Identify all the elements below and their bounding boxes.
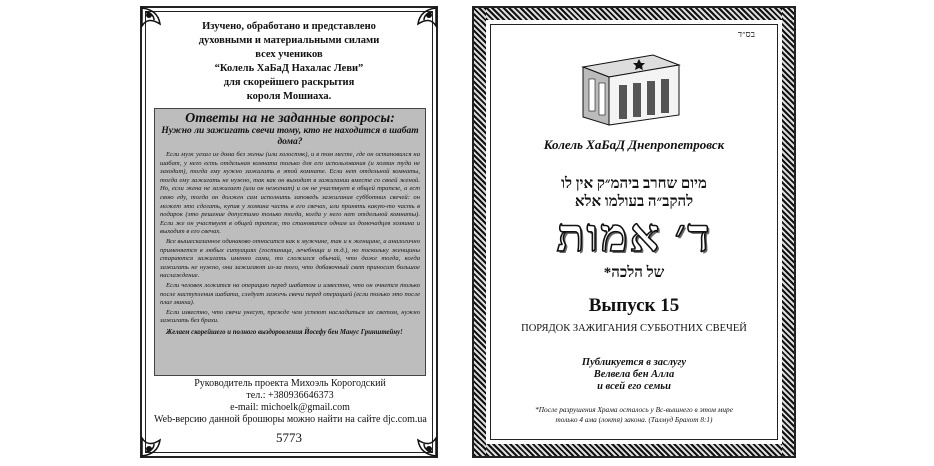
qa-box: [154, 108, 426, 376]
building-logo: [575, 45, 685, 129]
footnote: [497, 405, 771, 425]
corner-ornament: [404, 6, 438, 40]
contact-line: Web-версию данной брошюры можно найти на сайте djc.com.ua: [154, 414, 427, 425]
intro-line: духовными и материальными силами: [198, 35, 380, 46]
issue-subject: ПОРЯДОК ЗАЖИГАНИЯ СУББОТНИХ СВЕЧЕЙ: [521, 323, 747, 334]
footnote-line: только 4 ама (локтя) закона. (Талмуд Брахот 8:1): [555, 415, 713, 424]
intro-line: “Колель ХаБаД Нахалас Леви”: [214, 63, 364, 74]
big-hebrew-title: ד׳ אמות: [556, 210, 712, 261]
corner-ornament: [140, 6, 174, 40]
left-page: [140, 6, 438, 458]
right-page: [472, 6, 796, 458]
qa-paragraph: Если муж уехал из дома без жены (или холостяк), и в том месте, где он остановился на шабат, у него есть отдельная комната только для его использования (и хозяин туда не заходит), тогда ему нужно зажигать в этой комнате. Если нет отдельной комнаты, тогда ему зажигать не нужно, так как он выходит в зажигании вместе со своей женой. Но, если жена не зажигает (или он неженат) и он не участвует в общей трапезе, а ест свою еду, тогда он должен сам исполнить заповедь зажигания субботних свечей: он может это сделать, купив у хозяина часть в его свечах, или принять какую-то часть в подарок (это решение допустимо только тогда, когда у него нет отдельной комнаты). Если же он участвует в общей трапезе, то становится одним из домочадцев хозяина и выходит в его свечах.: [160, 151, 420, 236]
hebrew-line: להקב״ה בעולמו אלא: [574, 194, 694, 210]
qa-paragraph: Если человек ложится на операцию перед шабатом и известно, что он очнется только после наступления шабата, следует зажечь свечи перед операцией (если только это после плаг минха).: [160, 281, 420, 307]
contact-line: тел.: +380936646373: [246, 390, 334, 401]
qa-paragraph: Если известно, что свечи унесут, прежде чем успеют насладиться их светом, нужно зажигать без брахи.: [160, 308, 420, 325]
hebrew-subtitle: של הלכה*: [603, 265, 665, 281]
footnote-line: *После разрушения Храма осталось у Вс-вышнего в этом мире: [535, 405, 733, 414]
intro-line: для скорейшего раскрытия: [223, 77, 355, 88]
contact-line: Руководитель проекта Михоэль Корогодский: [194, 378, 386, 389]
qa-question: Нужно ли зажигать свечи тому, кто не находится в шабат дома?: [161, 126, 419, 147]
intro-line: всех учеников: [255, 49, 323, 60]
intro-line: короля Мошиаха.: [246, 91, 332, 102]
bsd-mark: בס״ד: [737, 29, 755, 39]
dedication: [491, 357, 777, 393]
intro-line: Изучено, обработано и представлено: [202, 21, 376, 32]
hebrew-line: מיום שחרב ביהמ״ק אין לו: [561, 176, 707, 192]
hebrew-quote: [491, 175, 777, 211]
wish-text: Желаем скорейшего и полного выздоровления Йосефу бен Манус Гринштейну!: [166, 328, 403, 336]
kollel-name: Колель ХаБаД Днепропетровск: [543, 137, 725, 152]
dedication-line: Публикуется в заслугу: [581, 357, 687, 368]
intro-text: [180, 20, 398, 104]
cover-panel: [490, 24, 778, 440]
contact-block: [154, 378, 426, 426]
dedication-line: и всей его семьи: [597, 381, 671, 392]
qa-paragraph: Все вышесказанное одинаково относится как к мужчине, так и к женщине, и аналогично применяется в любых ситуациях (гостиница, лечебница и т.д.), но поскольку женщины стараются зажигать именно сами, то сложился обычай, что даже тогда, когда зажигать не нужно, они зажигают из-за того, что добавочный свет приносит большое наслаждение.: [160, 237, 420, 280]
issue-number: Выпуск 15: [588, 295, 680, 316]
contact-line: e-mail: michoelk@gmail.com: [230, 402, 350, 413]
dedication-line: Велвела бен Алла: [593, 369, 675, 380]
qa-title: Ответы на не заданные вопросы:: [185, 111, 395, 126]
page-number: 5773: [276, 430, 302, 445]
